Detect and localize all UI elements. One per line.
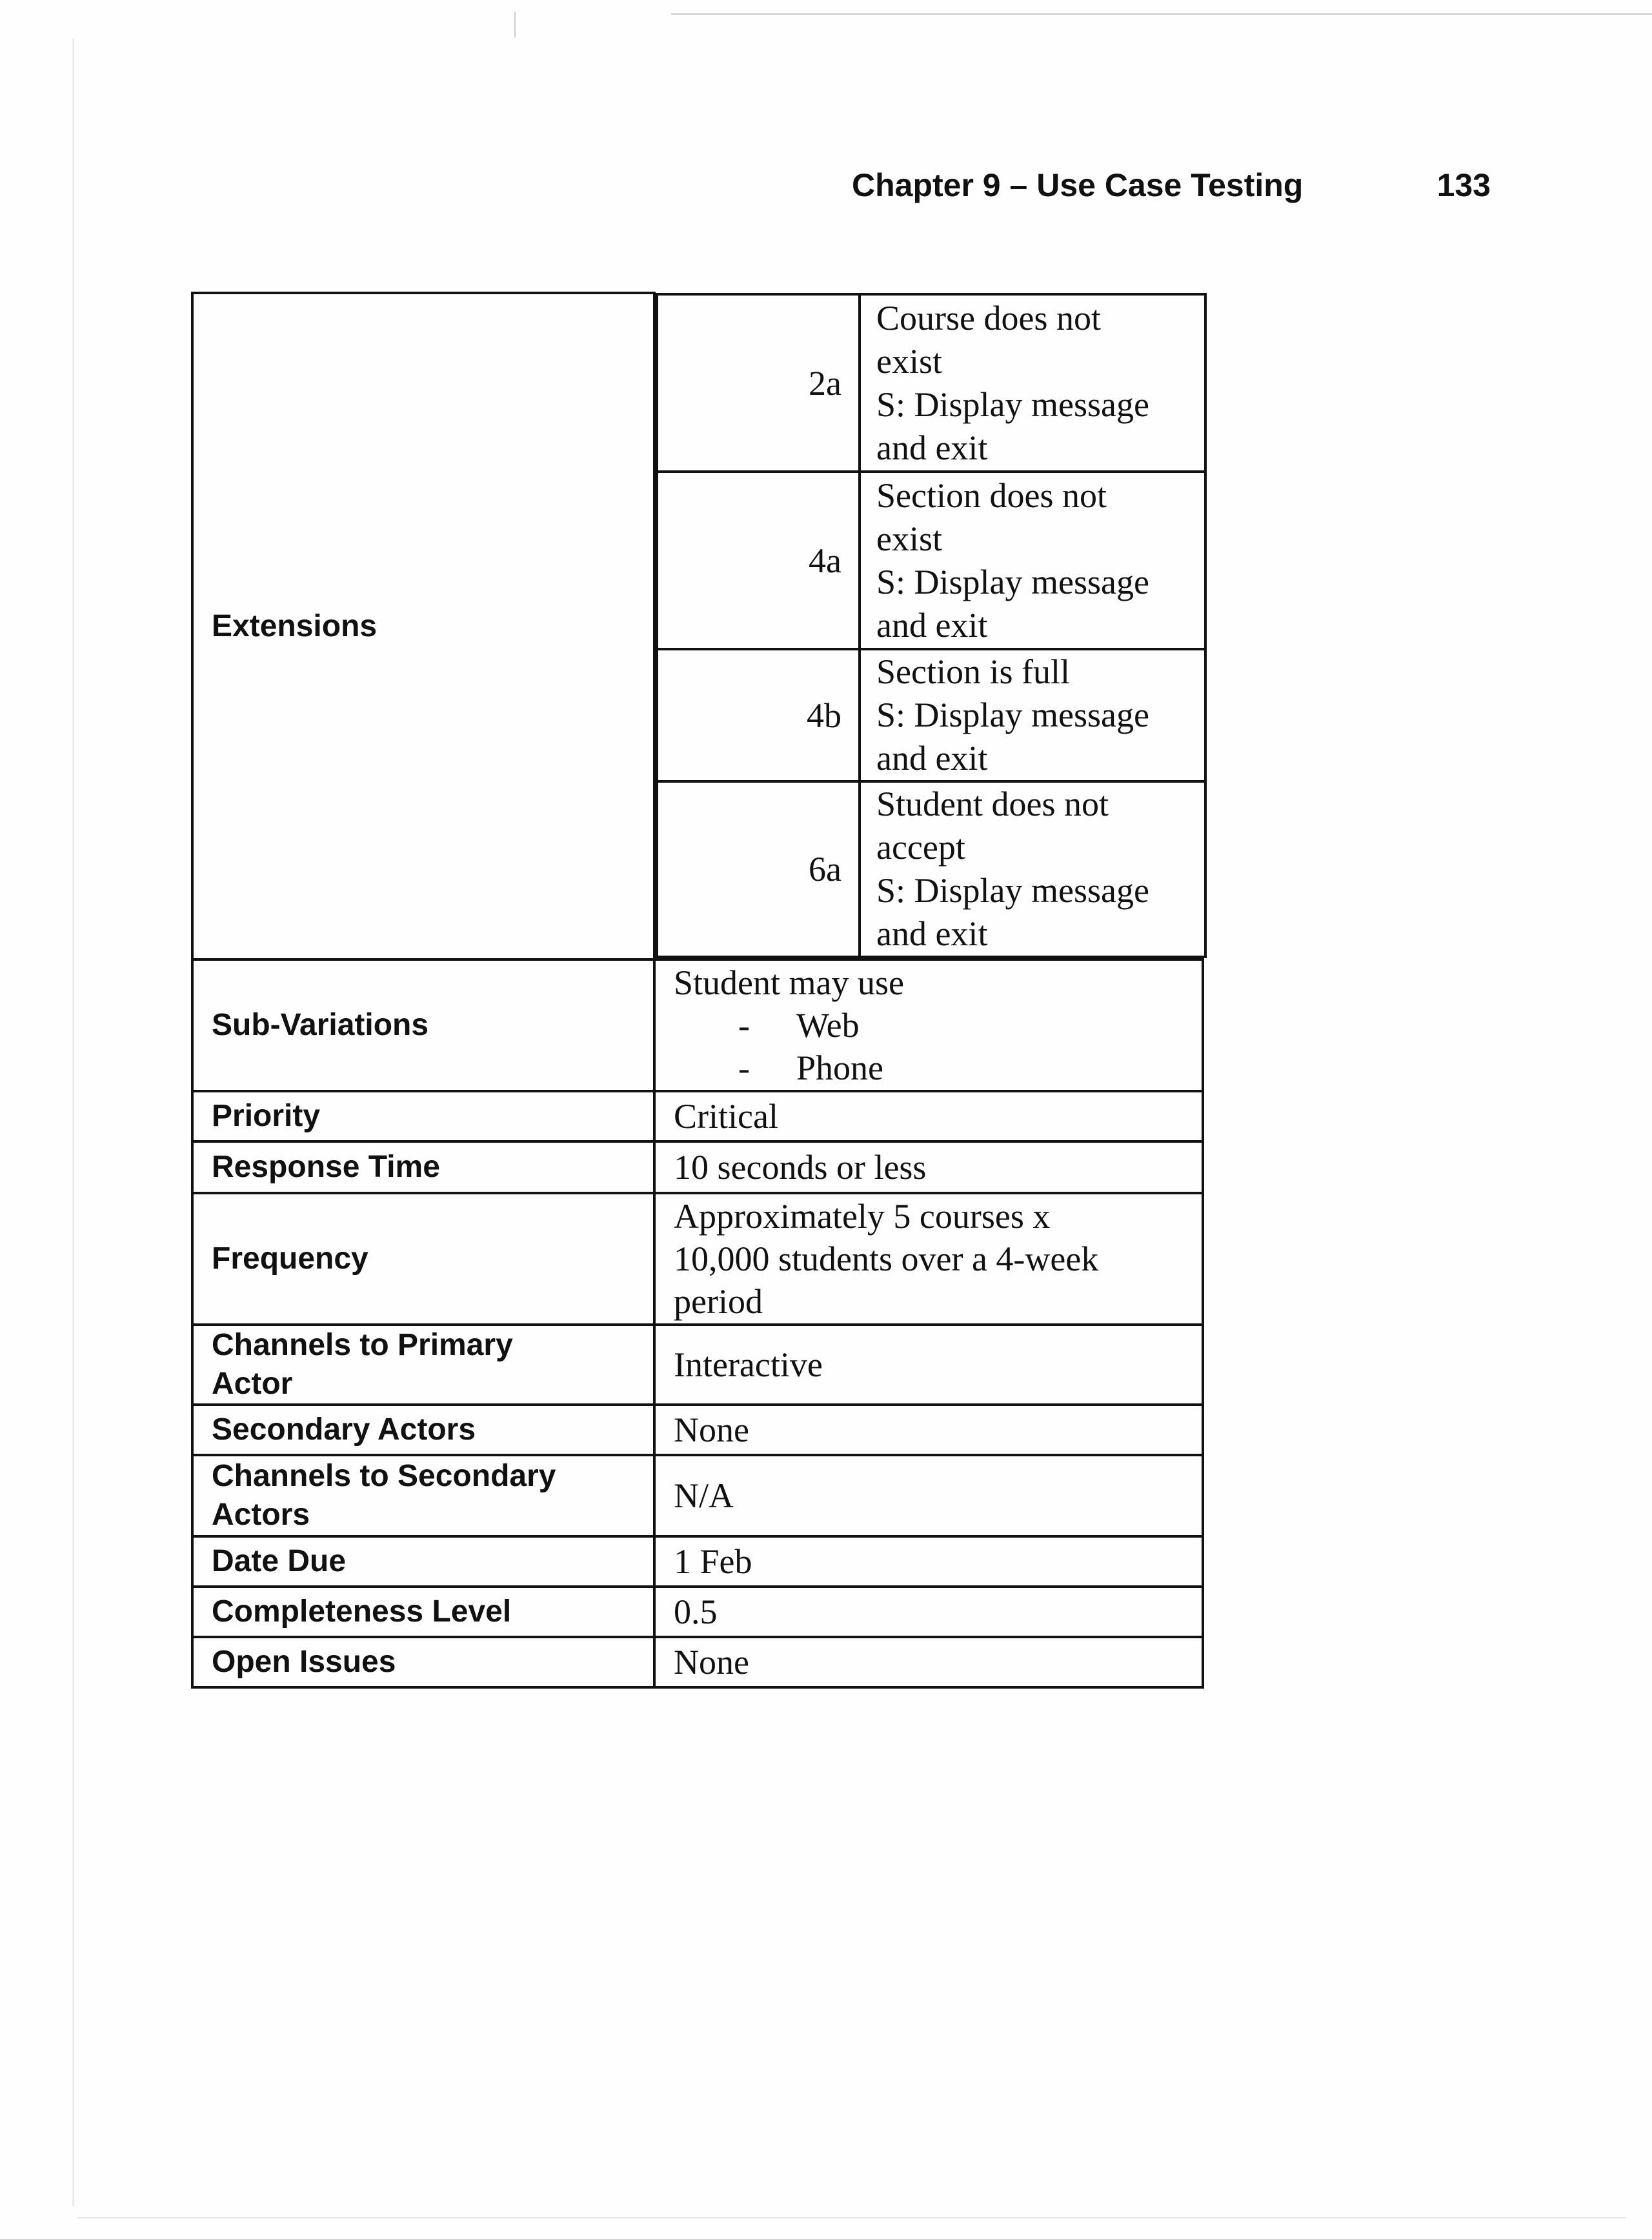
row-value: Interactive xyxy=(654,1325,1203,1405)
value-line: period xyxy=(674,1282,763,1321)
label-line: Actor xyxy=(212,1367,293,1401)
sub-variations-intro: Student may use xyxy=(674,963,904,1002)
table-row-sub-variations xyxy=(192,959,1203,1091)
extensions-table xyxy=(656,293,1207,958)
row-value: None xyxy=(654,1637,1203,1687)
row-value: 10 seconds or less xyxy=(654,1141,1203,1193)
row-label xyxy=(192,1325,654,1405)
description-line: and exit xyxy=(876,739,988,778)
description-line: Section is full xyxy=(876,652,1070,691)
extension-step: 2a xyxy=(657,294,860,472)
row-value: 0.5 xyxy=(654,1587,1203,1637)
row-label-text: Extensions xyxy=(212,608,378,643)
row-label: Date Due xyxy=(192,1536,654,1587)
row-label: Priority xyxy=(192,1091,654,1141)
list-item-text: Web xyxy=(796,1006,860,1045)
use-case-table xyxy=(191,292,1204,1689)
description-line: exist xyxy=(876,341,942,381)
label-line: Actors xyxy=(212,1498,310,1532)
scan-mark xyxy=(514,12,516,37)
extension-row xyxy=(657,781,1205,957)
row-label xyxy=(192,1455,654,1536)
extension-step: 6a xyxy=(657,781,860,957)
page-number: 133 xyxy=(1436,167,1491,203)
extension-row xyxy=(657,649,1205,781)
row-label: Completeness Level xyxy=(192,1587,654,1637)
row-label: Response Time xyxy=(192,1141,654,1193)
table-row-channels-secondary xyxy=(192,1455,1203,1536)
description-line: Student does not xyxy=(876,785,1109,823)
extension-description xyxy=(860,781,1205,957)
row-value: None xyxy=(654,1405,1203,1455)
row-label xyxy=(192,293,654,959)
description-line: S: Display message xyxy=(876,385,1149,424)
list-item-text: Phone xyxy=(796,1049,883,1087)
table-row-date-due xyxy=(192,1536,1203,1587)
extensions-cell xyxy=(654,293,1203,959)
list-dash: - xyxy=(738,1006,750,1045)
description-line: accept xyxy=(876,828,965,867)
row-label: Open Issues xyxy=(192,1637,654,1687)
description-line: Course does not xyxy=(876,298,1101,337)
extension-row xyxy=(657,472,1205,649)
description-line: and exit xyxy=(876,605,988,645)
description-line: S: Display message xyxy=(876,871,1149,910)
row-value xyxy=(654,959,1203,1091)
running-header xyxy=(807,166,1491,212)
description-line: and exit xyxy=(876,914,988,953)
row-label: Secondary Actors xyxy=(192,1405,654,1455)
extension-row xyxy=(657,294,1205,472)
row-value: N/A xyxy=(654,1455,1203,1536)
table-row-priority xyxy=(192,1091,1203,1141)
description-line: Section does not xyxy=(876,476,1107,515)
description-line: S: Display message xyxy=(876,562,1149,601)
table-row-channels-primary xyxy=(192,1325,1203,1405)
value-line: Approximately 5 courses x xyxy=(674,1197,1051,1236)
row-value: Critical xyxy=(654,1091,1203,1141)
row-label: Frequency xyxy=(192,1193,654,1325)
table-row-secondary-actors xyxy=(192,1405,1203,1455)
list-item xyxy=(674,1004,1191,1047)
table-row-response-time xyxy=(192,1141,1203,1193)
extension-description xyxy=(860,472,1205,649)
extension-step: 4b xyxy=(657,649,860,781)
table-row-open-issues xyxy=(192,1637,1203,1687)
extension-description xyxy=(860,649,1205,781)
chapter-title: Chapter 9 – Use Case Testing xyxy=(852,167,1304,203)
list-dash: - xyxy=(738,1049,750,1087)
extension-step: 4a xyxy=(657,472,860,649)
label-line: Channels to Secondary xyxy=(212,1459,556,1493)
sub-variations-list xyxy=(674,1004,1191,1089)
scan-edge xyxy=(77,2217,1626,2218)
table-row-extensions xyxy=(192,293,1203,959)
list-item xyxy=(674,1047,1191,1089)
description-line: exist xyxy=(876,519,942,558)
row-value xyxy=(654,1193,1203,1325)
label-line: Channels to Primary xyxy=(212,1328,513,1362)
description-line: and exit xyxy=(876,428,988,467)
table-row-frequency xyxy=(192,1193,1203,1325)
scan-edge xyxy=(72,39,74,2207)
row-value: 1 Feb xyxy=(654,1536,1203,1587)
table-row-completeness-level xyxy=(192,1587,1203,1637)
description-line: S: Display message xyxy=(876,696,1149,734)
value-line: 10,000 students over a 4-week xyxy=(674,1240,1099,1278)
scan-edge xyxy=(671,13,1652,15)
extension-description xyxy=(860,294,1205,472)
row-label: Sub-Variations xyxy=(192,959,654,1091)
